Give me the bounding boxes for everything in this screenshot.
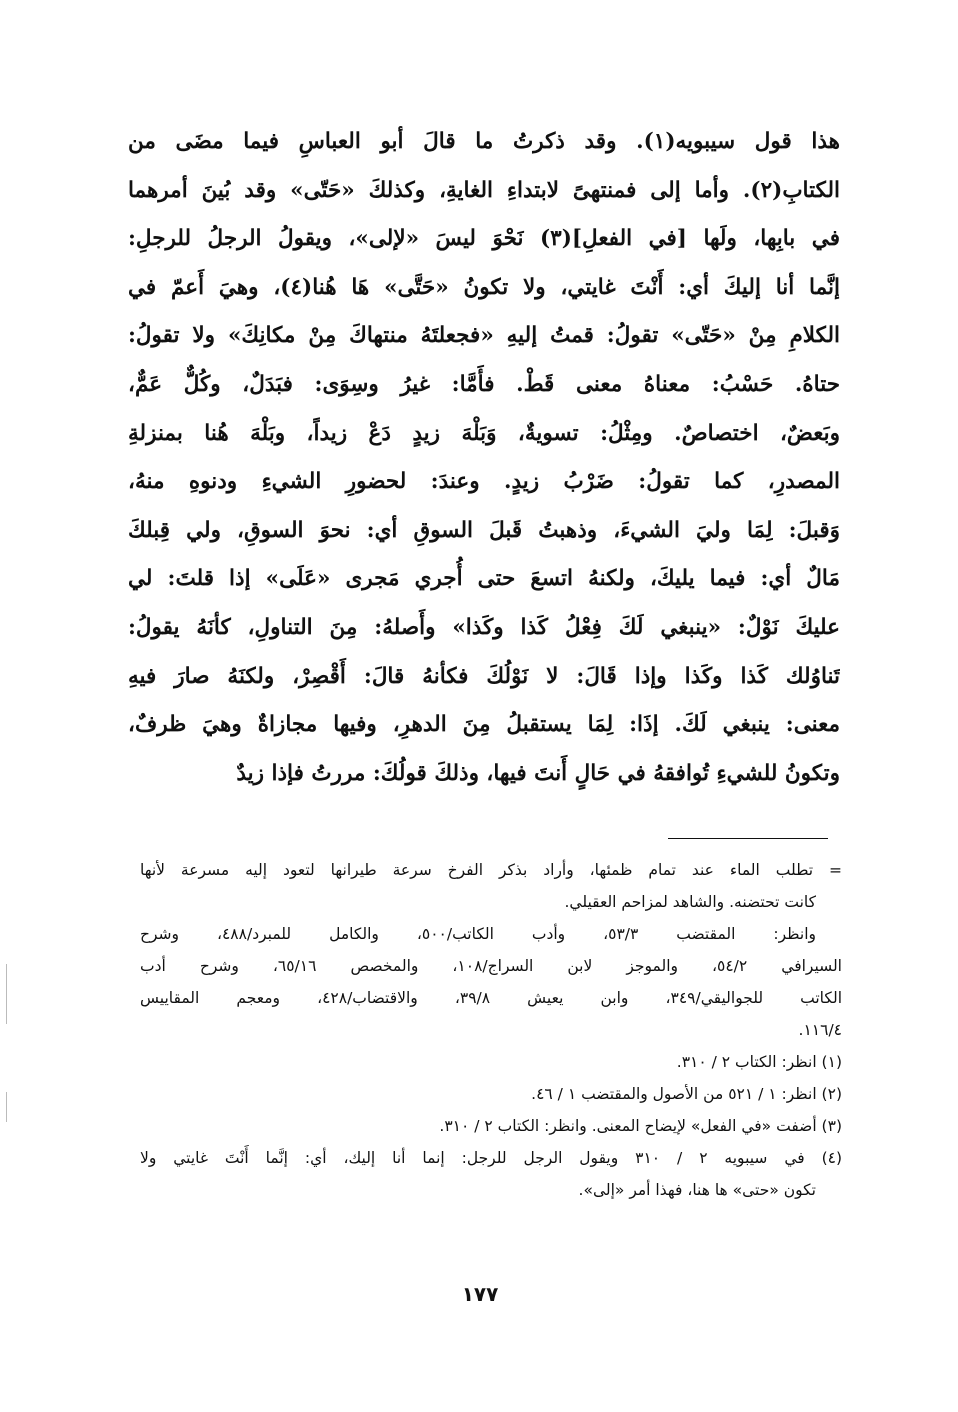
footnote-line: وانظر: المقتضب ٥٣/٣، وأدب الكاتب/٥٠٠، والكامل للمبرد/٤٨٨، وشرح (140, 925, 816, 943)
text-line: وبَعضٌ، اختصاصٌ. ومِثْلُ: تسويةٌ، وَبَلْهَ زيدٍ دَعْ زيداً، وبَلْهَ هُنا بمنزلةِ (128, 420, 840, 446)
footnote-line: السيرافي ٥٤/٢، والموجز لابن السراج/١٠٨، والمخصص ٦٥/١٦، وشرح أدب (140, 957, 842, 975)
text-line: مَالٌ أي: فيما يليكَ، ولكنهُ اتسعَ حتى أُجري مَجرى «عَلَى» إذا قلتَ: لي (128, 566, 840, 592)
text-line: معنى: ينبغي لَكَ. إذَا: لِمَا يستقبلُ مِنَ الدهرِ، وفيها مجازاةٌ وهيَ ظرفٌ، (128, 712, 840, 738)
text-line: إنَّما أنا إليكَ أي: أَنْتَ غايتي، ولا تكونُ «حَتَّى» هَا هُنا(٤)، وهيَ أَعمّ في (128, 274, 840, 300)
footnote-4: (٤) في سيبويه ٢ / ٣١٠ ويقول الرجل للرجل: إنما أنا إليك، أي: إنَّما أَنْتَ غايتي ولا (140, 1149, 842, 1167)
text-line: حتاهُ. حَسْبُ: معناهُ معنى قَطْ. فأَمَّا: غيرُ وسِوَى: فبَدَلٌ، وكُلٌّ عَمٌّ، (128, 371, 840, 397)
text-line: وتكونُ للشيءِ تُوافقهُ في حَالٍ أَنتَ فيها، وذلكَ قولُكَ: مررتُ فإذا زيدٌ (236, 760, 840, 786)
footnote-1: (١) انظر: الكتاب ٢ / ٣١٠. (676, 1053, 842, 1071)
footnote-line: ١١٦/٤. (798, 1021, 842, 1039)
text-line: الكلامِ مِنْ «حَتّى» تقولُ: قمتُ إليهِ «فجعلتَهُ منتهاكَ مِنْ مكانِكَ» ولا تقولُ: (128, 323, 840, 349)
scan-margin-mark (6, 1092, 7, 1122)
footnote-line: الكاتب للجواليقي/٣٤٩، وابن يعيش ٣٩/٨، والاقتضاب/٤٢٨، ومعجم المقاييس (140, 989, 842, 1007)
footnote-2: (٢) انظر: ١ / ٥٢١ من الأصول والمقتضب ١ / ٤٦. (531, 1085, 842, 1103)
footnote-4-continued: تكون «حتى» ها هنا، فهذا أمر «إلى». (578, 1181, 816, 1199)
text-line: في بابِها، ولَها [في الفعلِ](٣) نَحْوَ ليسَ «لإلى»، ويقولُ الرجلُ للرجلِ: (128, 226, 840, 252)
footnote-line: = تطلب الماء عند تمام ظمئها، وأراد بذكر الفرخ سرعة طيرانها لتعود إليه مسرعة لأنها (140, 861, 842, 879)
text-line: الكتابِ(٢). وأما إلى فمنتهىً لابتداءِ الغايةِ، وكذلكَ «حَتّى» وقد بُينَ أمرهما (128, 177, 840, 203)
text-line: هذا قول سيبويه(١). وقد ذكرتُ ما قالَ أبو العباسِ فيما مضَى من (128, 129, 840, 154)
page-number: ١٧٧ (461, 1282, 499, 1306)
scan-margin-mark (6, 964, 7, 1024)
footnote-separator (668, 838, 828, 839)
text-line: المصدرِ، كما تقولُ: ضَرْبُ زيدٍ. وعندَ: لحضورِ الشيءِ ودنوهِ منهُ، (128, 469, 840, 495)
main-text (128, 118, 840, 798)
text-line: عليكَ نَوْلٌ: «ينبغي لَكَ فِعْلُ كَذا وكَذا» وأَصلهُ: مِنَ التناولِ، كأنَهُ يقولُ: (128, 614, 840, 640)
footnote-line: كانت تحتضنه. والشاهد لمزاحم العقيلي. (564, 893, 816, 911)
text-line: وَقبلَ: لِمَا وليَ الشيءَ، وذهبتُ قَبلَ السوقِ أي: نحوَ السوقِ، ولي قِبلكَ (128, 517, 840, 543)
text-line: تَناوُلك كَذا وكَذا وإذا قَالَ: لا نَوْلُكَ فكأنهُ قالَ: أَقْصِرْ، ولكنَهُ صارَ فيهِ (128, 663, 840, 689)
footnote-3: (٣) أضفت «في الفعل» لإيضاح المعنى. وانظر: الكتاب ٢ / ٣١٠. (439, 1117, 842, 1135)
footnotes (140, 854, 842, 1206)
